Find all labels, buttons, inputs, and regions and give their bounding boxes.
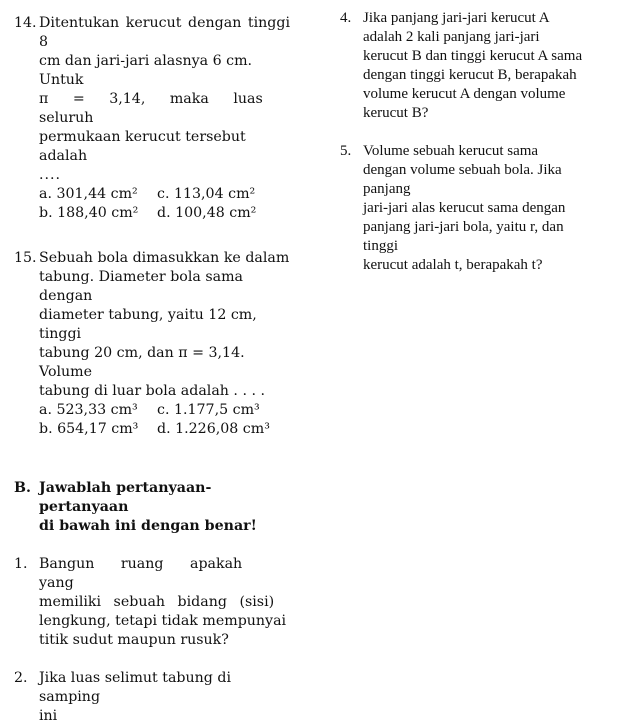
question-15: [14, 249, 290, 439]
question-line: kerucut adalah t, berapakah t?: [363, 257, 543, 273]
question-line: Bangun ruang apakah yang: [39, 556, 243, 591]
question-line: Jika panjang jari-jari kerucut A: [363, 10, 550, 26]
right-column: [340, 0, 612, 275]
question-line: lengkung, tetapi tidak mempunyai: [39, 613, 287, 629]
option-d: d. 1.226,08 cm³: [157, 421, 270, 437]
question-line: kerucut B?: [363, 105, 429, 121]
essay-question-1: [14, 555, 290, 650]
question-line: tabung. Diameter bola sama dengan: [39, 269, 244, 304]
left-column: [14, 0, 290, 726]
option-c: c. 113,04 cm²: [157, 186, 256, 202]
question-line: titik sudut maupun rusuk?: [39, 632, 229, 648]
question-number: 4.: [340, 10, 352, 26]
essay-question-2: [14, 669, 290, 726]
question-line: panjang: [363, 181, 411, 197]
question-line: ....: [39, 167, 62, 183]
question-number: 2.: [14, 670, 28, 686]
question-line: Ditentukan kerucut dengan tinggi 8: [39, 15, 290, 50]
question-line-justified: [39, 90, 290, 128]
question-line: ini: [39, 708, 58, 724]
option-b: b. 654,17 cm³: [39, 421, 139, 437]
question-line: cm dan jari-jari alasnya 6 cm. Untuk: [39, 53, 253, 88]
section-b-heading: [14, 479, 290, 536]
question-number: 1.: [14, 556, 28, 572]
option-b: b. 188,40 cm²: [39, 205, 139, 221]
question-line: jari-jari alas kerucut sama dengan: [363, 200, 566, 216]
question-line: tabung di luar bola adalah . . . .: [39, 383, 266, 399]
question-line: π = 3,14, maka luas seluruh: [39, 91, 263, 126]
question-line: kerucut B dan tinggi kerucut A sama: [363, 48, 583, 64]
section-line: di bawah ini dengan benar!: [39, 518, 257, 534]
answer-options: [39, 401, 290, 439]
option-a: a. 523,33 cm³: [39, 402, 138, 418]
question-number: 14.: [14, 15, 37, 31]
question-line: Jika luas selimut tabung di samping: [39, 670, 231, 705]
essay-question-5: [340, 142, 612, 275]
option-a: a. 301,44 cm²: [39, 186, 138, 202]
question-line: Sebuah bola dimasukkan ke dalam: [39, 250, 290, 266]
question-line: tabung 20 cm, dan π = 3,14. Volume: [39, 345, 245, 380]
question-line: dengan volume sebuah bola. Jika: [363, 162, 562, 178]
question-line: adalah 2 kali panjang jari-jari: [363, 29, 540, 45]
section-letter: B.: [14, 480, 31, 496]
question-14: [14, 14, 290, 223]
question-line: permukaan kerucut tersebut adalah: [39, 129, 246, 164]
option-d: d. 100,48 cm²: [157, 205, 257, 221]
question-line: diameter tabung, yaitu 12 cm, tinggi: [39, 307, 257, 342]
question-line: memiliki sebuah bidang (sisi): [39, 594, 275, 610]
question-line: Volume sebuah kerucut sama: [363, 143, 539, 159]
question-line: dengan tinggi kerucut B, berapakah: [363, 67, 577, 83]
question-line: volume kerucut A dengan volume: [363, 86, 566, 102]
question-number: 5.: [340, 143, 352, 159]
answer-options: [39, 185, 290, 223]
question-line: tinggi: [363, 238, 399, 254]
section-line: Jawablah pertanyaan-pertanyaan: [39, 480, 212, 515]
option-c: c. 1.177,5 cm³: [157, 402, 260, 418]
question-number: 15.: [14, 250, 37, 266]
question-line: panjang jari-jari bola, yaitu r, dan: [363, 219, 564, 235]
essay-question-4: [340, 9, 612, 123]
